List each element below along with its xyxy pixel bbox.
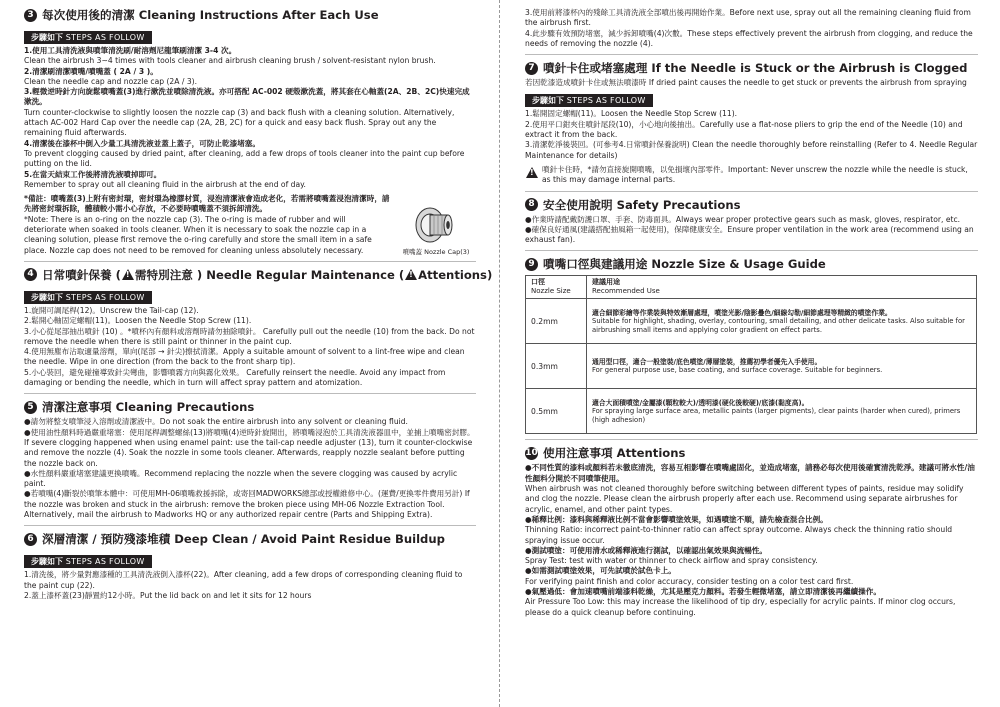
bullet-text: ●氣壓過低：會加速噴嘴前端漆料乾燥，尤其是壓克力顏料。若發生輕微堵塞，請立即清潔後再繼續操作。 [525, 587, 881, 597]
note-block [24, 194, 476, 256]
section-heading: 每次使用後的清潔 Cleaning Instructions After Each Use [42, 8, 379, 22]
section-number-badge: 9 [525, 258, 538, 271]
steps-bar [24, 31, 152, 44]
bullet-text: For verifying paint finish and color accuracy, consider testing on a color test card first. [525, 576, 854, 586]
steps-bar [24, 555, 152, 568]
step-text: Clean the needle cap and nozzle cap (2A / 3). [24, 76, 198, 86]
bullet-text: ●不同性質的漆料或顏料若未徹底清洗，容易互相影響在噴嘴處固化，並造成堵塞，請務必每次使用後確實清洗乾淨。建議可將水性/油性顏料分開於不同噴筆使用。 [525, 463, 975, 483]
step-text: 5.在當天結束工作後將清洗液噴掉即可。 [24, 169, 162, 179]
steps-bar-zh: 步驟如下 [31, 557, 63, 567]
nozzle-size-cell: 0.2mm [526, 299, 587, 344]
step-text: 2.使用平口鉗夾住噴針尾段(10)，小心地向後抽出。Carefully use a flat-nose pliers to grip the end of the Needle (10) and extract it from the back. [525, 119, 963, 140]
steps-bar-zh: 步驟如下 [31, 292, 63, 302]
step-text: 3.輕微逆時針方向旋鬆噴嘴蓋(3)進行漱洗並噴除清洗液。亦可搭配 AC-002 硬殼漱洗蓋，將其套在心軸蓋(2A、2B、2C)快速完成漱洗。 [24, 87, 470, 107]
steps-bar-en: STEPS AS FOLLOW [65, 557, 145, 567]
step-text: 2.清潔刷清潔噴嘴/噴嘴蓋 ( 2A / 3 )。 [24, 66, 158, 76]
section-title [24, 8, 476, 22]
section-number-badge: 3 [24, 9, 37, 22]
usage-cell: 適合細節彩繪等作業裝與特效漸層處理，噴塗光影/陰影疊色/細線勾勒/細節處理等精緻的噴塗作業。 Suitable for highlight, shading, overlay, contouring, small detailing, and other delicate tasks. Also suitable for airbrushing small items and applying color gradient on effect parts. [587, 299, 977, 344]
header-nozzle-size: 口徑 Nozzle Size [526, 276, 587, 299]
section-title [24, 267, 493, 282]
warning-note [525, 165, 978, 186]
step-text: 4.清潔後在漆杯中倒入少量工具清洗液並蓋上蓋子，可防止乾漆堵塞。 [24, 138, 260, 148]
section-number-badge: 8 [525, 198, 538, 211]
step-text: 3.小心從尾部抽出噴針 (10) 。*噴杯內有顏料或溶劑時請勿抽除噴針。 Carefully pull out the needle (10) from the back. Do not remove the needle when there is still paint or thinner in the paint cup. [24, 326, 475, 346]
step-text: 1.旋開可調尾桿(12)。Unscrew the Tail-cap (12). [24, 305, 199, 315]
section-title [525, 198, 978, 212]
bullet-text: ●測試噴塗：可使用清水或稀釋液進行測試，以確認出氣效果與流暢性。 [525, 545, 768, 555]
section-number-badge: 6 [24, 533, 37, 546]
steps-bar [525, 94, 653, 107]
right-column [525, 8, 978, 704]
bullet-text: ●確保良好通風(建議搭配抽風箱一起使用)，保障健康安全。Ensure proper ventilation in the work area (recommend using an exhaust fan). [525, 224, 974, 245]
divider [24, 393, 476, 394]
nozzle-cap-icon [410, 202, 462, 248]
steps-bar-zh: 步驟如下 [31, 33, 63, 42]
table-header-row [526, 276, 977, 299]
section-number-badge: 10 [525, 447, 538, 458]
section-needle-maintenance [24, 267, 493, 388]
steps-bar [24, 291, 152, 304]
fold-line [499, 0, 500, 707]
divider [24, 525, 476, 526]
step-text: 1.使用工具清洗液與噴筆清洗刷/耐溶劑尼龍筆刷清潔 3-4 次。 [24, 46, 237, 55]
table-row [526, 344, 977, 389]
steps-bar-en: STEPS AS FOLLOW [566, 96, 646, 106]
section-cleaning-precautions [24, 400, 476, 520]
section-title [24, 532, 476, 546]
nozzle-size-cell: 0.3mm [526, 344, 587, 389]
bullet-text: Air Pressure Too Low: this may increase the likelihood of tip dry, especially for acrylic paints. If minor clog occurs, please do a quick cleanup before continuing. [525, 597, 956, 617]
note-en: *Note: There is an o-ring on the nozzle cap (3). The o-ring is made of rubber and will deteriorate when soaked in tools cleaner. When it is necessary to soak the nozzle cap in a cleaning solution, please first remove the o-ring carefully and store the small item in a safe place. Nozzle cap does not need to be removed for cleaning unless absolutely necessary. [24, 214, 372, 255]
warning-icon [122, 269, 134, 280]
bullet-text: Spray Test: test with water or thinner to check airflow and spray consistency. [525, 556, 818, 566]
step-text: 2.鬆開心軸固定螺帽(11)。Loosen the Needle Stop Screw (11). [24, 316, 252, 326]
bullet-text: When airbrush was not cleaned thoroughly before switching between different types of paints, residue may solidify and clog the nozzle. Please clean the airbrush properly after each use. Recommend using separate airbrushes for acrylic, enamel, and other paint types. [525, 484, 964, 514]
section-title [525, 257, 978, 271]
warning-text: 噴針卡住時，*請勿直接旋開噴嘴，以免損壞內部零件。Important: Never unscrew the nozzle while the needle is stuck, as this may damage internal parts. [542, 164, 968, 185]
nozzle-size-cell: 0.5mm [526, 389, 587, 434]
bullet-text: ●水性顏料嚴重堵塞建議更換噴嘴。Recommend replacing the nozzle when the severe clogging was caused by acrylic paint. [24, 468, 458, 489]
bullet-text: ●若噴嘴(4)斷裂於噴筆本體中：可使用MH-06噴嘴救援拆除，或寄回MADWORKS總部或授權維修中心。(運費/更換零件費用另計) If the nozzle was broken and stuck in the airbrush: remove the broken piece using MH-06 Nozzle Extraction Tool. Alternatively, mail the airbrush to Madworks HQ or any authorized repair centre (Parts and Shipping Extra). [24, 489, 470, 519]
section-heading-part: 日常噴針保養 ( [42, 267, 121, 282]
section-cleaning-after-use [24, 8, 476, 256]
warning-icon [526, 167, 538, 178]
step-text: 3.清潔乾淨後裝回。(可參考4.日常噴針保養說明) Clean the needle thoroughly before reinstalling (Refer to 4. Needle Regular Maintenance for details) [525, 140, 978, 160]
divider [525, 54, 978, 55]
table-row [526, 299, 977, 344]
section-safety [525, 198, 978, 246]
section-heading: 深層清潔 / 預防殘漆堆積 Deep Clean / Avoid Paint Residue Buildup [42, 532, 445, 547]
section-needle-stuck [525, 61, 978, 185]
divider [525, 439, 978, 440]
usage-cell: 適合大面積噴塗/金屬漆(顆粒較大)/透明漆(硬化後較硬)/底漆(黏度高)。 For spraying large surface area, metallic paints (larger pigments), clear paints (harder when cured), primers (high adhesion) [587, 389, 977, 434]
section-title [24, 400, 476, 414]
bullet-text: ●使用油性顏料時過嚴重堵塞：使用尾桿調整螺絲(13)將噴嘴(4)逆時針旋開出，將噴嘴浸泡於工具清洗液器皿中，並捕上噴嘴密封膠。If severe clogging happened when using enamel paint: use the tail-cap needle adjuster (13), turn it counter-clockwise and remove the nozzle (4). Soak the nozzle in some tools cleaner. Afterwards, reapply nozzle sealant before putting the nozzle back on. [24, 427, 475, 468]
section-nozzle-guide [525, 257, 978, 434]
section-heading-part: 需特別注意 ) Needle Regular Maintenance ( [134, 267, 405, 282]
bullet-text: Thinning Ratio: incorrect paint-to-thinner ratio can affect spray outcome. Always check the thinning ratio should spraying issue occur. [525, 525, 953, 545]
figure-caption: 噴嘴蓋 Nozzle Cap(3) [402, 247, 470, 256]
divider [525, 191, 978, 192]
divider [525, 250, 978, 251]
bullet-text: ●稀釋比例：漆料與稀釋液比例不當會影響噴塗效果，如遇噴塗不順，請先檢查混合比例。 [525, 514, 828, 524]
step-text: 2.蓋上漆杯蓋(23)靜置約12小時。Put the lid back on and let it sits for 12 hours [24, 590, 312, 600]
step-text: 3.使用前將漆杯內的殘餘工具清洗液全部噴出後再開始作業。Before next use, spray out all the remaining cleaning fluid from the airbrush first. [525, 8, 971, 28]
section-heading: 噴嘴口徑與建議用途 Nozzle Size & Usage Guide [543, 257, 826, 272]
header-recommended-use: 建議用途 Recommended Use [587, 276, 977, 299]
step-text: Clean the airbrush 3~4 times with tools cleaner and airbrush cleaning brush / solvent-resistant nylon brush. [24, 56, 436, 66]
divider [24, 261, 476, 262]
warning-icon [405, 269, 417, 280]
section-title [525, 446, 978, 460]
usage-cell: 通用型口徑，適合一般塗裝/底色噴塗/薄層塗裝，推薦初學者優先入手使用。 For general purpose use, base coating, and surface coverage. Suitable for beginners. [587, 344, 977, 389]
step-text: Remember to spray out all cleaning fluid in the airbrush at the end of day. [24, 179, 306, 189]
section-number-badge: 4 [24, 268, 37, 281]
section-number-badge: 7 [525, 62, 538, 75]
section-attentions [525, 446, 978, 617]
section-heading: 使用注意事項 Attentions [543, 446, 686, 461]
steps-bar-zh: 步驟如下 [532, 96, 564, 106]
step-text: Turn counter-clockwise to slightly loosen the nozzle cap (3) and back flush with a cleaning solution. Alternatively, attach AC-002 Hard Cap over the needle cap (2A, 2B, 2C) for a quick and easy back flush. Spray out any the remaining fluid afterwards. [24, 107, 455, 138]
step-text: To prevent clogging caused by dried paint, after cleaning, add a few drops of tools cleaner into the paint cup before putting on the lid. [24, 148, 465, 169]
bullet-text: ●如需測試噴塗效果，可先試噴於試色卡上。 [525, 566, 676, 576]
nozzle-table [525, 275, 977, 434]
section-number-badge: 5 [24, 401, 37, 414]
note-zh: *備註：噴嘴蓋(3)上附有密封環，密封環為橡膠材質，浸泡清潔液會造成老化，若需將噴嘴蓋浸泡清潔時，請先將密封環拆除，體積較小需小心存放，不必要時噴嘴蓋不須拆卸清洗。 [24, 194, 390, 214]
deep-clean-continued [525, 8, 978, 49]
bullet-text: ●作業時請配戴防護口罩、手套、防毒面具。Always wear proper protective gears such as mask, gloves, respirator, etc. [525, 214, 961, 224]
section-heading: 噴針卡住或堵塞處理 If the Needle is Stuck or the Airbrush is Clogged [543, 61, 968, 76]
step-text: 4.此步驟有效預防堵塞，減少拆卸噴嘴(4)次數。These steps effectively prevent the airbrush from clogging, and reduce the needs of removing the nozzle (4). [525, 28, 973, 48]
left-column [24, 8, 493, 704]
step-text: 5.小心裝回，避免碰撞導致針尖彎曲，影響噴霧方向與霧化效果。 Carefully reinsert the needle. Avoid any impact from damaging or bending the needle, which in turn will affect spray pattern and atomization. [24, 367, 446, 388]
step-text: 4.使用無塵布沾取適量溶劑，單向(尾部 → 針尖)擦拭清潔。Apply a suitable amount of solvent to a lint-free wipe and clean the needle. Wipe in one direction (from the back to the front sharp tip). [24, 347, 465, 367]
steps-bar-en: STEPS AS FOLLOW [65, 292, 145, 302]
step-text: 1.鬆開固定螺帽(11)。Loosen the Needle Stop Screw (11). [525, 109, 738, 119]
section-heading: 清潔注意事項 Cleaning Precautions [42, 400, 255, 415]
intro-text: 若因乾漆造成噴針卡住或無法噴漆時 If dried paint causes the needle to get stuck or prevents the airbrush from spraying [525, 78, 967, 88]
section-title [525, 61, 978, 75]
step-text: 1.清洗後，將少量對應漆種的工具清洗液倒入漆杯(22)。After cleaning, add a few drops of corresponding cleaning fluid to the paint cup (22). [24, 570, 463, 590]
nozzle-cap-figure [396, 202, 476, 256]
section-heading: 安全使用說明 Safety Precautions [543, 197, 741, 212]
section-heading-part: Attentions) [418, 267, 493, 282]
table-row [526, 389, 977, 434]
bullet-text: ●請勿將整支噴筆浸入溶劑或清潔液中。Do not soak the entire airbrush into any solvent or cleaning fluid. [24, 417, 408, 427]
steps-bar-en: STEPS AS FOLLOW [65, 33, 145, 42]
section-deep-clean [24, 532, 476, 601]
